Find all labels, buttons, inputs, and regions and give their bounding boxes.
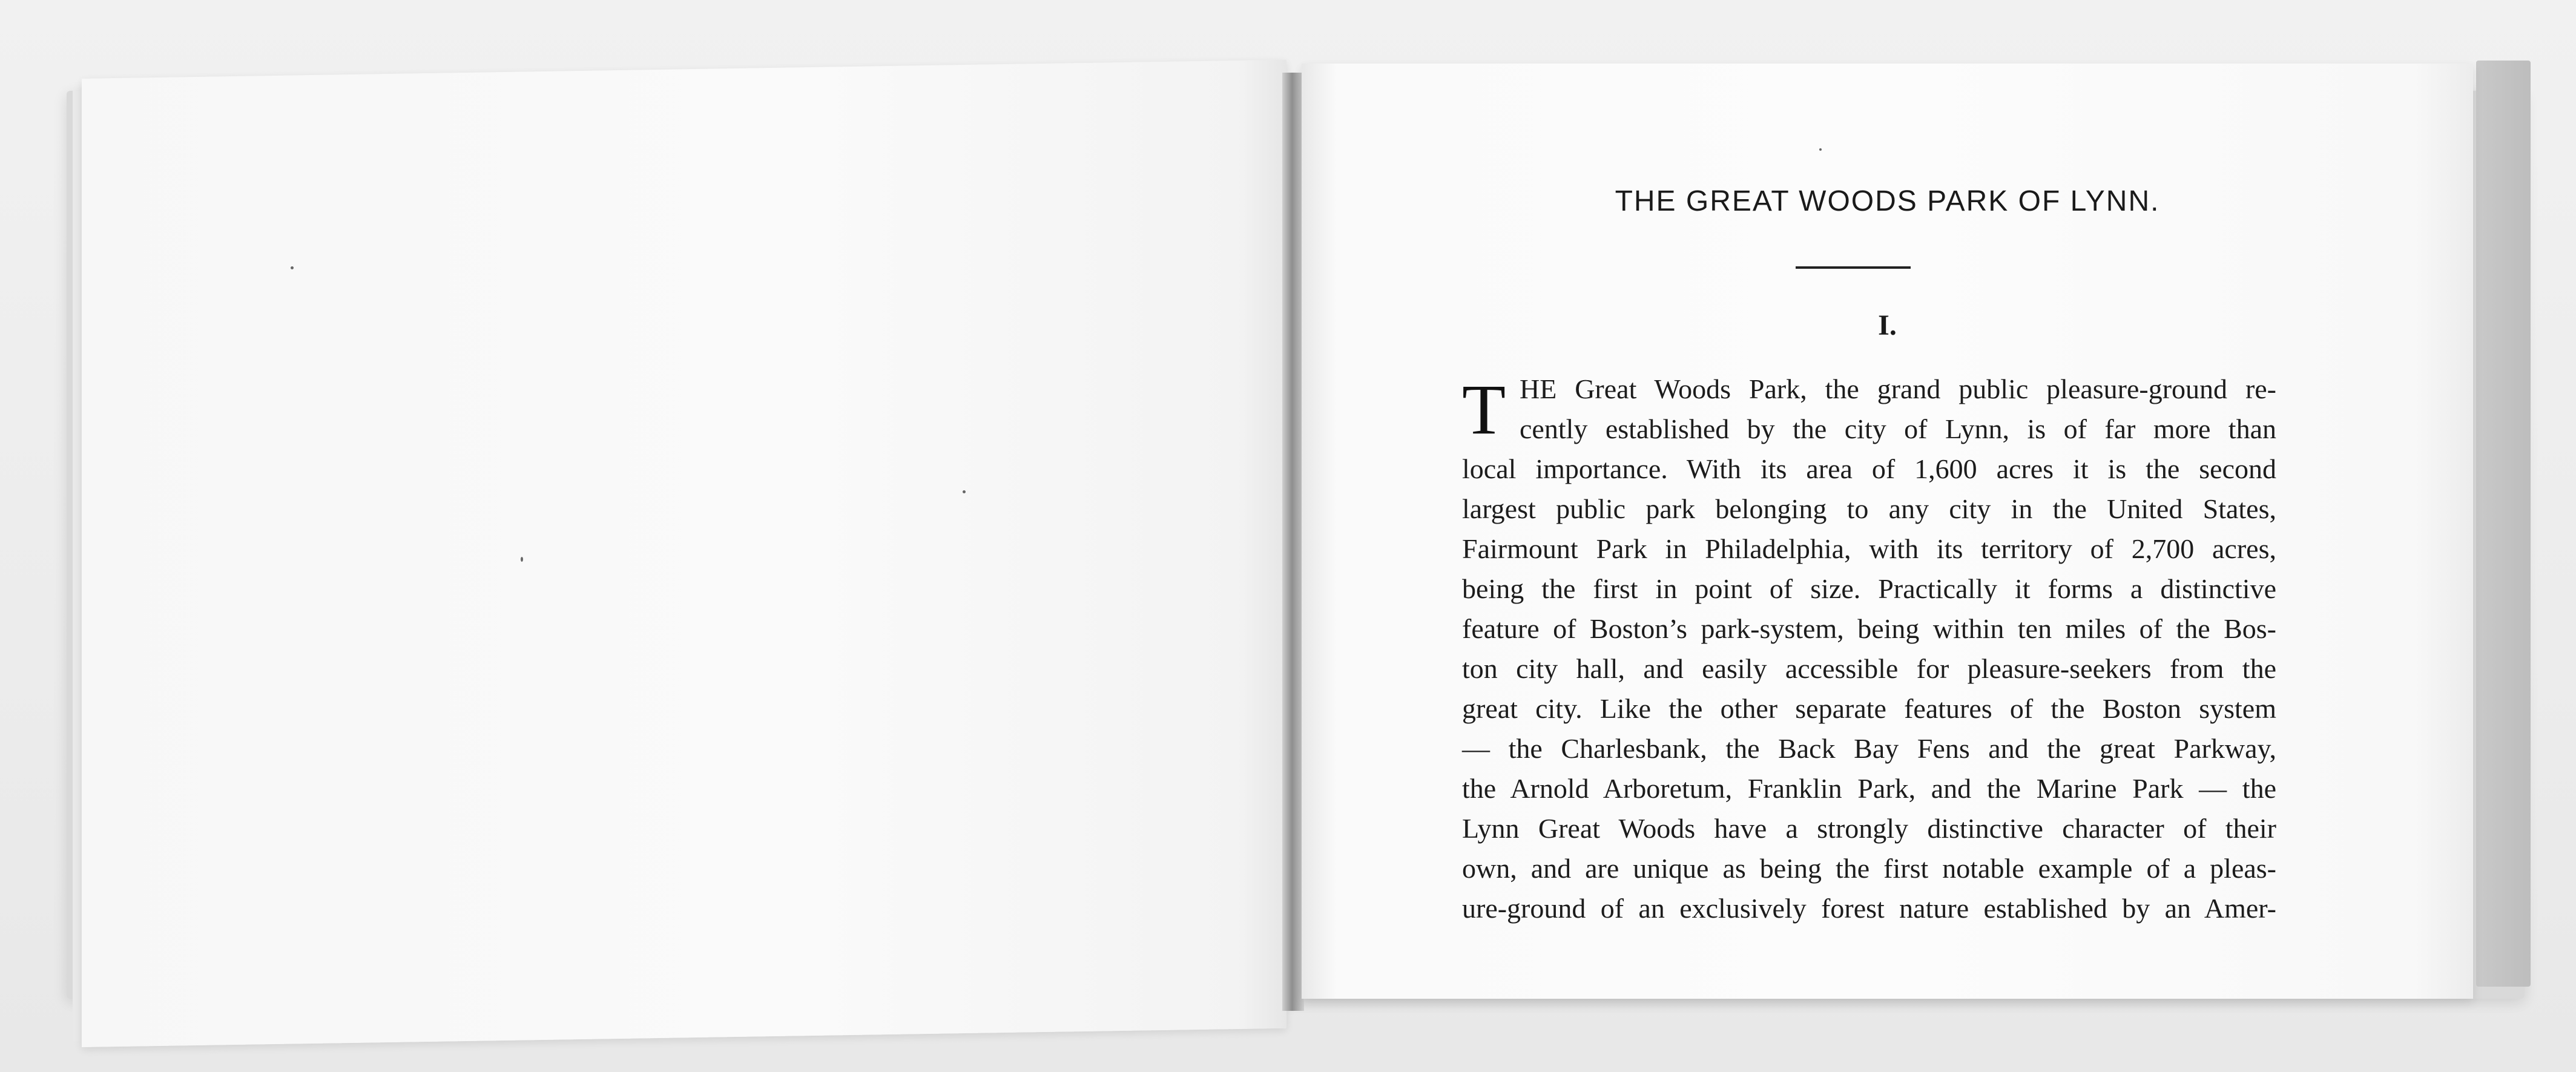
text-line: ton city hall, and easily accessible for pleasure-seekers from the [1462, 653, 2276, 684]
running-title: THE GREAT WOODS PARK OF LYNN. [1615, 185, 2160, 217]
page-stack-edge [2476, 61, 2531, 987]
section-number: I. [1878, 309, 1897, 341]
text-line: Lynn Great Woods have a strongly distinctive character of their [1462, 813, 2276, 844]
text-line: largest public park belonging to any city in the United States, [1462, 493, 2276, 524]
text-line: — the Charlesbank, the Back Bay Fens and the great Parkway, [1462, 733, 2276, 764]
text-line: own, and are unique as being the first notable example of a pleas- [1462, 853, 2276, 884]
text-line: HE Great Woods Park, the grand public pleasure-ground re- [1520, 373, 2276, 404]
text-line: the Arnold Arboretum, Franklin Park, and the Marine Park — the [1462, 773, 2276, 804]
paper-speck [291, 266, 294, 269]
text-line: local importance. With its area of 1,600 acres it is the second [1462, 453, 2276, 484]
text-line: great city. Like the other separate features of the Boston system [1462, 693, 2276, 724]
text-line: Fairmount Park in Philadelphia, with its territory of 2,700 acres, [1462, 533, 2276, 564]
text-line: cently established by the city of Lynn, is of far more than [1520, 413, 2276, 444]
text-line: feature of Boston’s park-system, being within ten miles of the Bos- [1462, 613, 2276, 644]
left-page-blank [82, 60, 1286, 1047]
text-line: being the first in point of size. Practically it forms a distinctive [1462, 573, 2276, 604]
title-rule [1796, 266, 1911, 269]
paper-speck [963, 490, 966, 493]
drop-cap: T [1462, 370, 1506, 449]
body-text [1462, 369, 2276, 929]
paper-speck [521, 557, 523, 562]
text-line: ure-ground of an exclusively forest nature established by an Amer- [1462, 893, 2276, 924]
paper-speck [1819, 148, 1822, 151]
book-gutter [1282, 73, 1304, 1011]
